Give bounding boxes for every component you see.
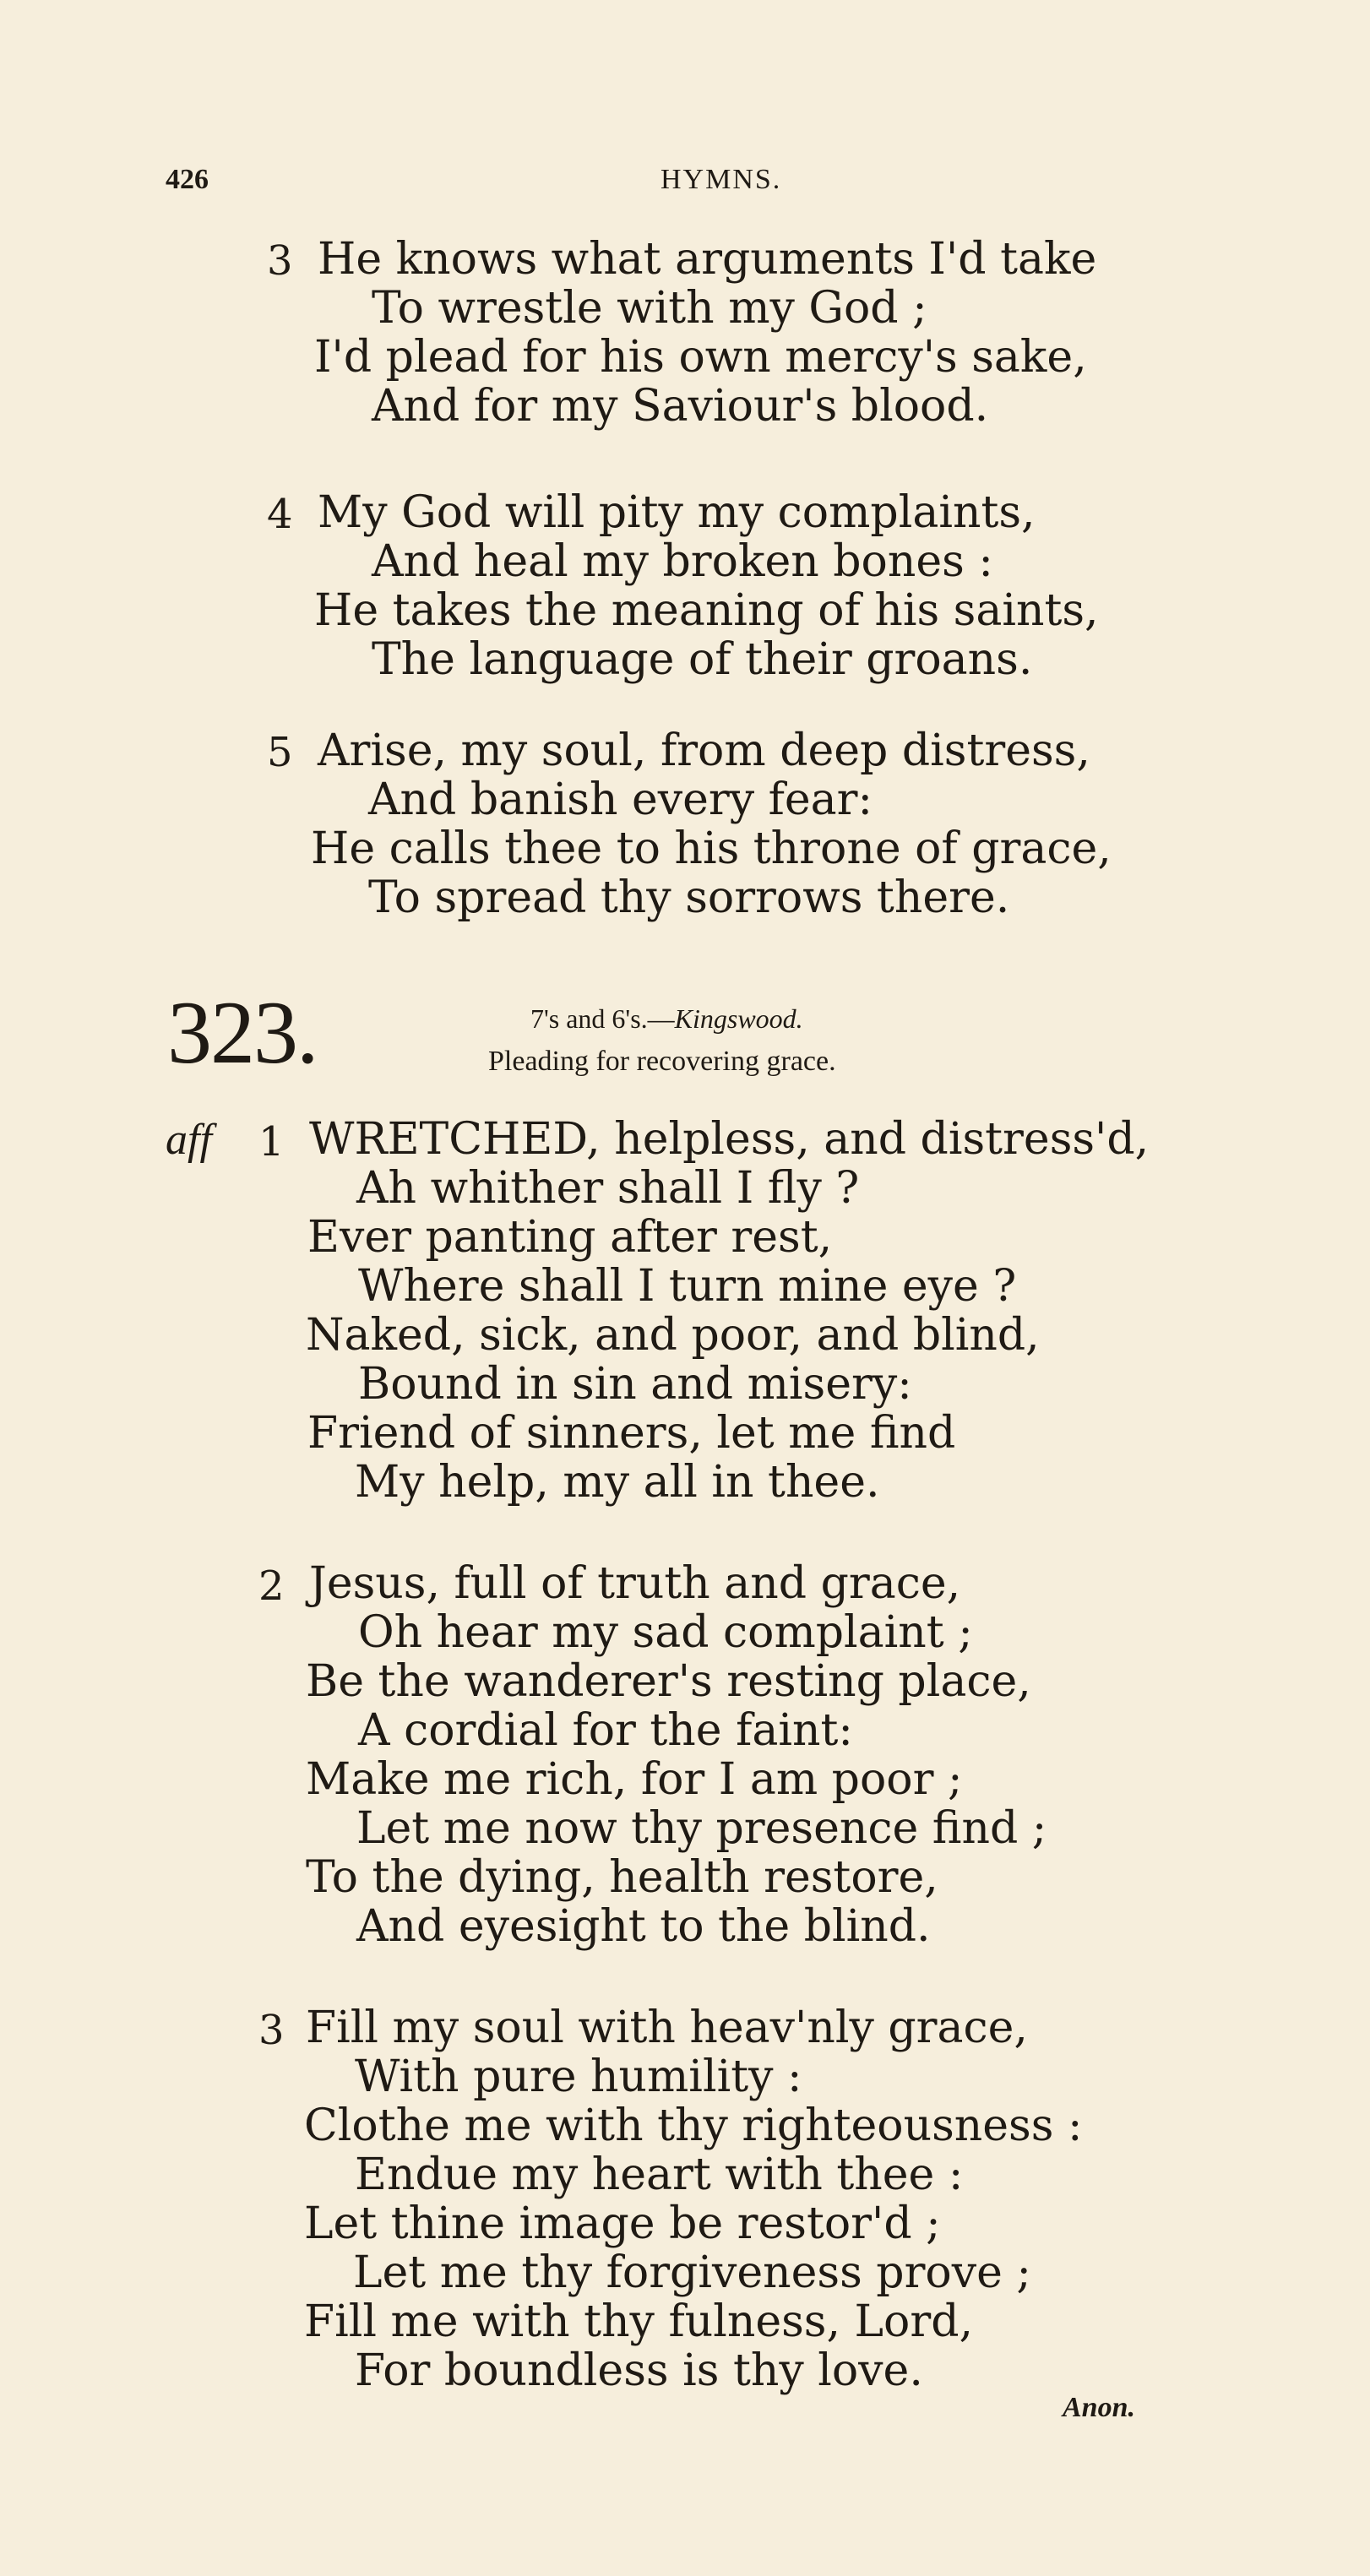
hymn-number: 323.: [167, 983, 318, 1082]
verse-line: Let me thy forgiveness prove ;: [353, 2247, 1031, 2298]
verse-number: 4: [267, 491, 293, 538]
meter-text: 7's and 6's.—: [530, 1003, 675, 1034]
verse-line: My help, my all in thee.: [355, 1457, 880, 1508]
verse-line: To spread thy sorrows there.: [368, 872, 1010, 923]
verse-line: WRETCHED, helpless, and distress'd,: [309, 1114, 1150, 1165]
verse-line: He knows what arguments I'd take: [318, 234, 1097, 285]
verse-line: Bound in sin and misery:: [358, 1359, 912, 1410]
verse-line: Let thine image be restor'd ;: [304, 2198, 941, 2249]
verse-line: Ever panting after rest,: [307, 1212, 833, 1263]
verse-line: A cordial for the faint:: [358, 1705, 853, 1756]
verse-line: Clothe me with thy righteousness :: [304, 2100, 1083, 2151]
verse-line: Friend of sinners, let me find: [307, 1408, 956, 1459]
page-number: 426: [166, 164, 209, 195]
hymn-subject: Pleading for recovering grace.: [488, 1046, 836, 1077]
hymn-meter: [530, 1003, 803, 1035]
verse-line: And banish every fear:: [368, 774, 873, 825]
verse-number: 3: [267, 237, 293, 285]
running-head: HYMNS.: [661, 164, 782, 195]
verse-line: To wrestle with my God ;: [372, 283, 927, 334]
verse-number: 3: [258, 2007, 285, 2054]
verse-number: 2: [258, 1562, 285, 1610]
verse-line: My God will pity my complaints,: [318, 487, 1036, 538]
verse-line: Make me rich, for I am poor ;: [306, 1754, 963, 1805]
tune-name: Kingswood.: [674, 1003, 803, 1034]
verse-line: He takes the meaning of his saints,: [314, 585, 1099, 636]
verse-line: For boundless is thy love.: [355, 2345, 923, 2396]
verse-line: Ah whither shall I fly ?: [356, 1163, 860, 1214]
verse-line: Let me now thy presence find ;: [356, 1803, 1047, 1854]
verse-line: He calls thee to his throne of grace,: [311, 823, 1112, 874]
verse-line: And heal my broken bones :: [372, 536, 993, 587]
verse-line: Arise, my soul, from deep distress,: [318, 726, 1090, 776]
verse-line: And eyesight to the blind.: [356, 1901, 931, 1952]
verse-line: Be the wanderer's resting place,: [306, 1656, 1031, 1707]
verse-line: Naked, sick, and poor, and blind,: [306, 1310, 1040, 1361]
verse-line: And for my Saviour's blood.: [372, 381, 989, 432]
verse-line: Endue my heart with thee :: [355, 2149, 964, 2200]
verse-line: I'd plead for his own mercy's sake,: [314, 332, 1087, 383]
verse-number: 1: [258, 1118, 285, 1166]
verse-line: Where shall I turn mine eye ?: [358, 1261, 1017, 1312]
verse-line: To the dying, health restore,: [306, 1852, 938, 1903]
verse-line: Jesus, full of truth and grace,: [309, 1558, 961, 1609]
verse-line: With pure humility :: [355, 2052, 802, 2102]
verse-number: 5: [267, 729, 293, 776]
verse-line: Oh hear my sad complaint ;: [358, 1607, 973, 1658]
verse-line: Fill me with thy fulness, Lord,: [304, 2296, 974, 2347]
author-attribution: Anon.: [1063, 2392, 1135, 2423]
verse-line: Fill my soul with heav'nly grace,: [306, 2003, 1028, 2053]
dynamic-mark: aff: [166, 1116, 212, 1164]
verse-line: The language of their groans.: [372, 634, 1033, 685]
